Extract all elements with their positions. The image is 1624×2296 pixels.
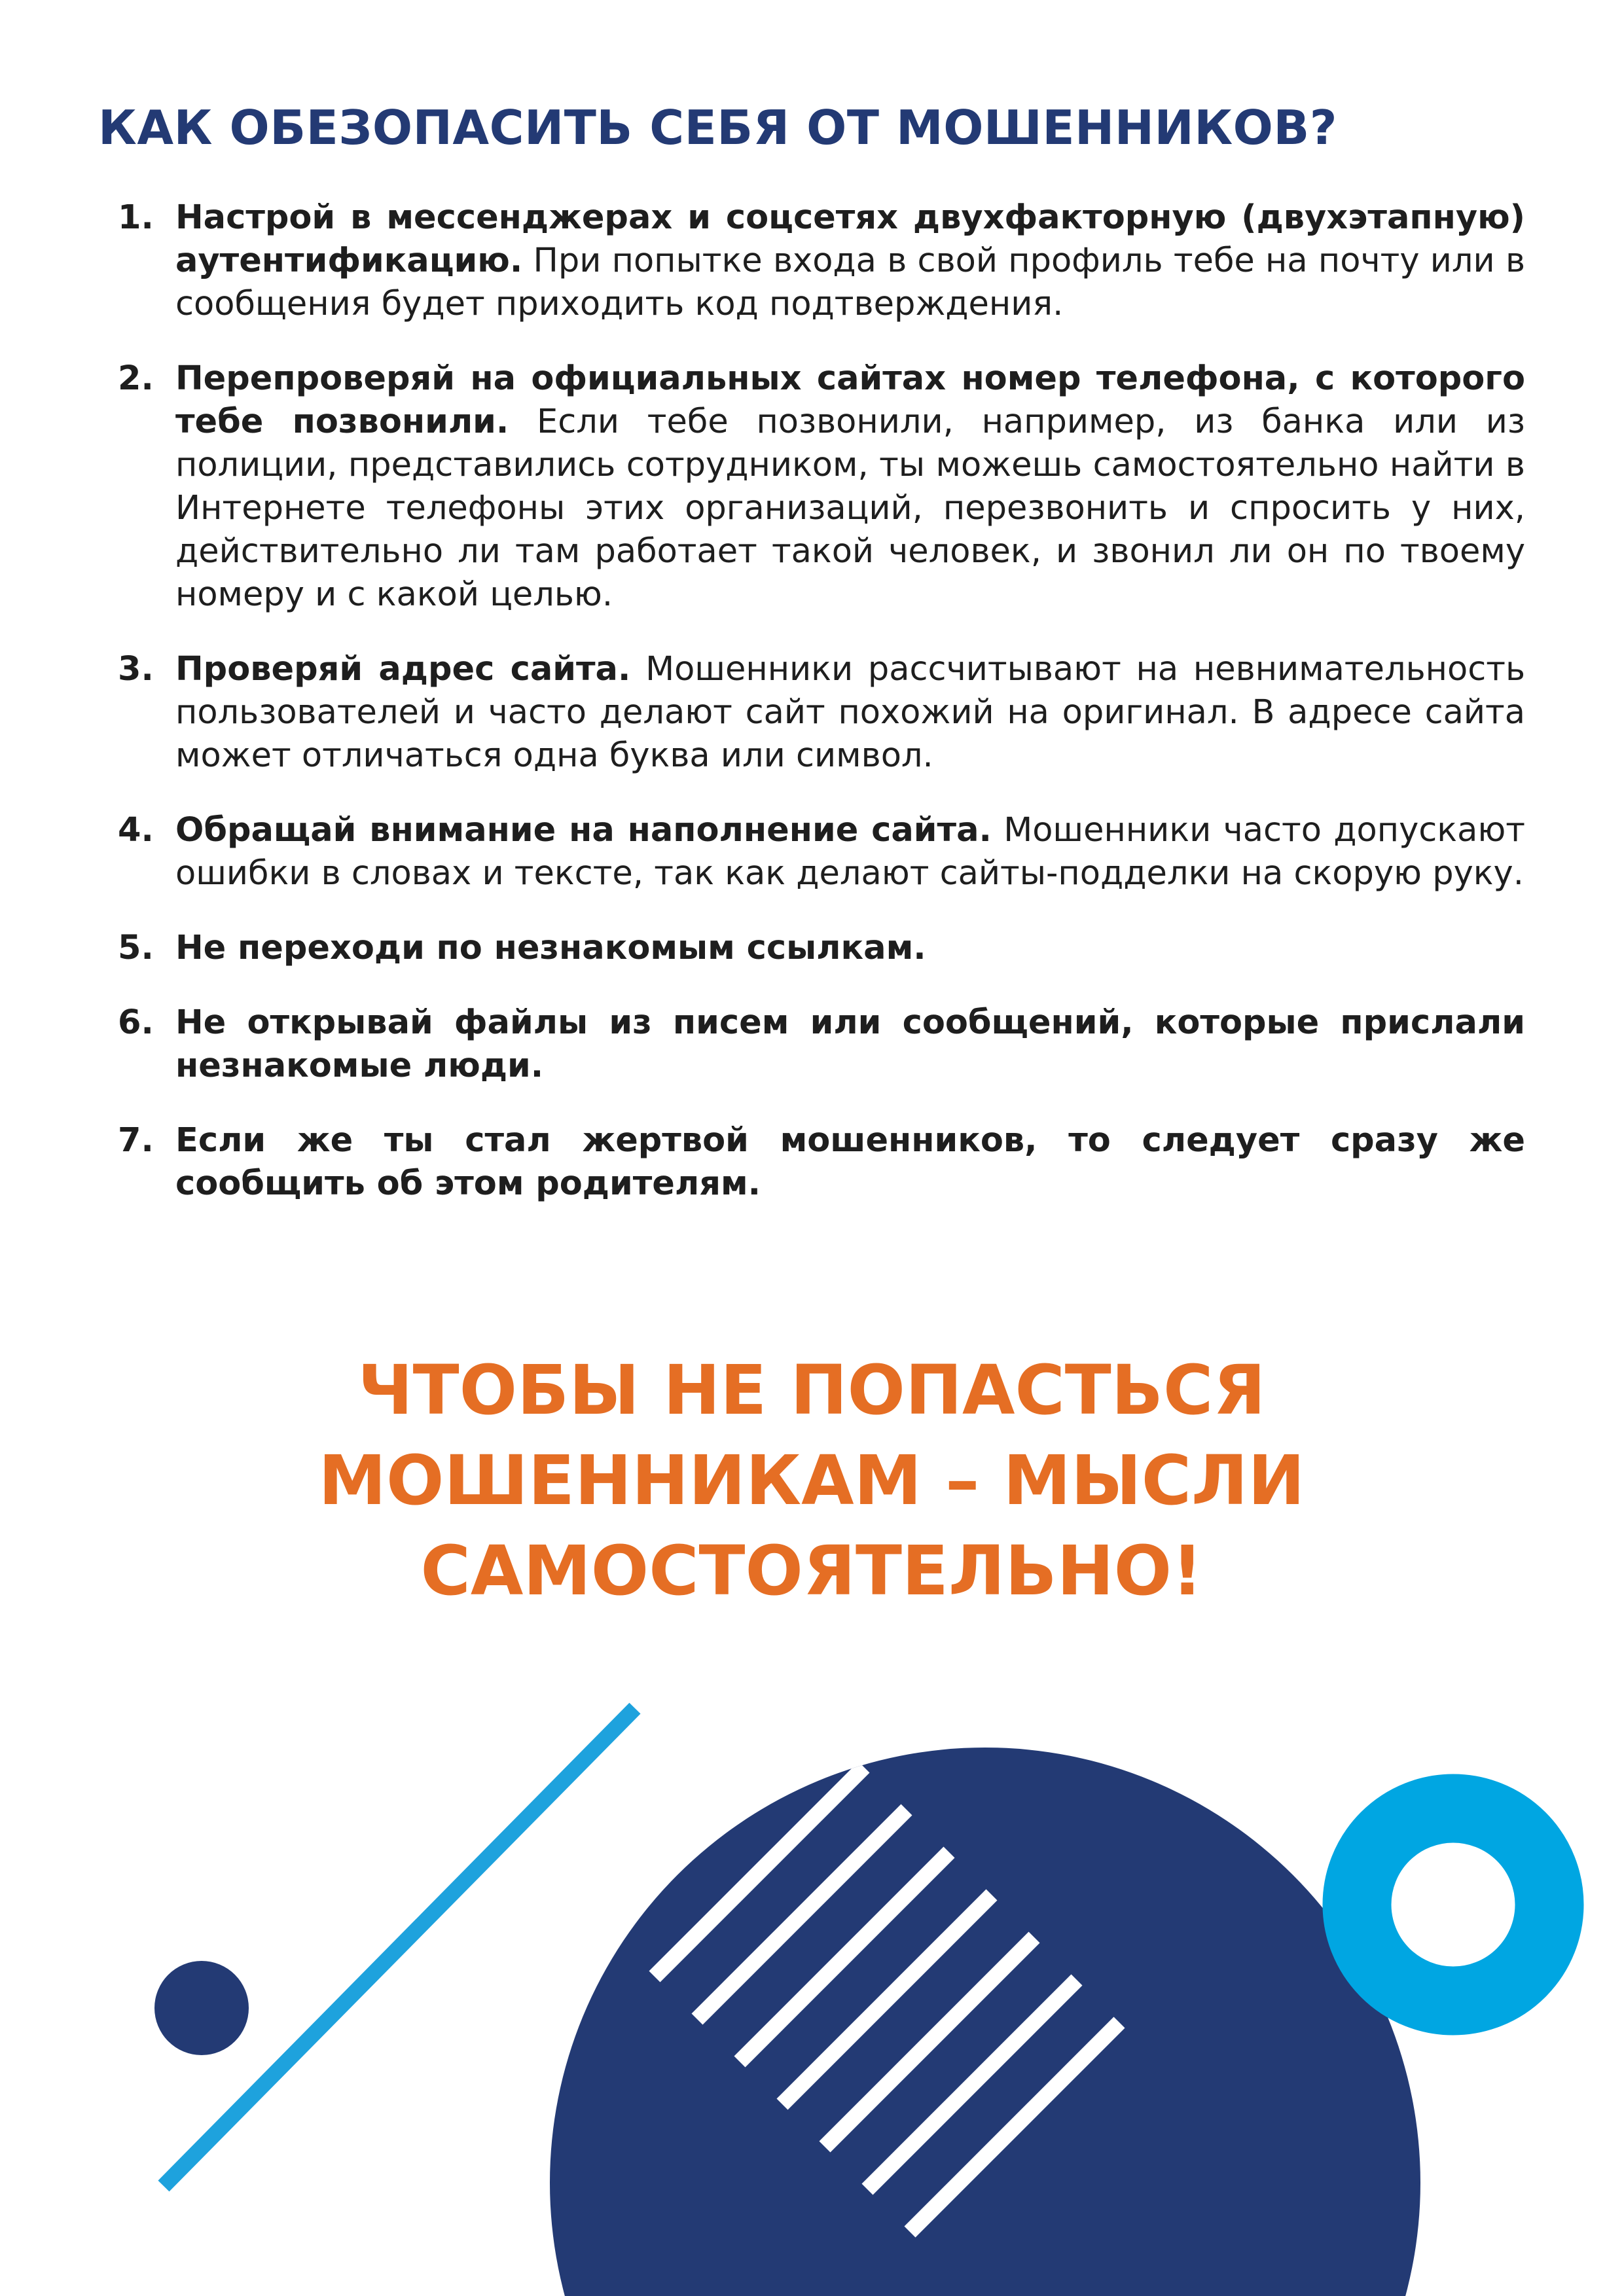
tip-number: 5. <box>118 929 154 967</box>
tip-number: 1. <box>118 198 154 237</box>
tip-heading: Не переходи по незнакомым ссылкам. <box>175 929 926 967</box>
tip-heading: Настрой в мессенджерах и соцсетях двухфакторную (двухэтапную) аутентификацию. <box>175 198 1525 280</box>
tip-number: 2. <box>118 359 154 398</box>
tip-number: 7. <box>118 1121 154 1160</box>
tip-text: Мошенники рассчитывают на невнимательность пользователей и часто делают сайт похожий на оригинал. В адресе сайта может отличаться одна буква или символ. <box>175 650 1525 775</box>
tip-text: При попытке входа в свой профиль тебе на почту или в сообщения будет приходить код подтверждения. <box>175 242 1525 323</box>
page-title: КАК ОБЕЗОПАСИТЬ СЕБЯ ОТ МОШЕННИКОВ? <box>98 100 1338 155</box>
tip-heading: Если же ты стал жертвой мошенников, то следует сразу же сообщить об этом родителям. <box>175 1121 1525 1203</box>
blue-ring <box>1357 1808 1549 2001</box>
tip-number: 3. <box>118 650 154 689</box>
large-navy-circle <box>550 1748 1420 2296</box>
small-navy-dot <box>154 1961 249 2055</box>
tip-text: Если тебе позвонили, например, из банка или из полиции, представились сотрудником, ты можешь самостоятельно найти в Интернете телефоны этих организаций, перезвонить и спросить у них, действительно ли там работает такой человек, и звонил ли он по твоему номеру и с какой целью. <box>175 403 1525 614</box>
tip-heading: Обращай внимание на наполнение сайта. <box>175 811 992 850</box>
slogan-line: САМОСТОЯТЕЛЬНО! <box>420 1531 1203 1611</box>
tip-number: 4. <box>118 811 154 850</box>
tip-heading: Проверяй адрес сайта. <box>175 650 631 689</box>
tip-heading: Не открывай файлы из писем или сообщений, которые прислали незнакомые люди. <box>175 1003 1525 1085</box>
tip-text: Мошенники часто допускают ошибки в словах и тексте, так как делают сайты-подделки на скорую руку. <box>175 811 1525 893</box>
slogan-line: МОШЕННИКАМ – МЫСЛИ <box>318 1441 1305 1520</box>
tip-number: 6. <box>118 1003 154 1042</box>
slogan-line: ЧТОБЫ НЕ ПОПАСТЬСЯ <box>357 1350 1266 1430</box>
tip-heading: Перепроверяй на официальных сайтах номер телефона, с которого тебе позвонили. <box>175 359 1525 441</box>
